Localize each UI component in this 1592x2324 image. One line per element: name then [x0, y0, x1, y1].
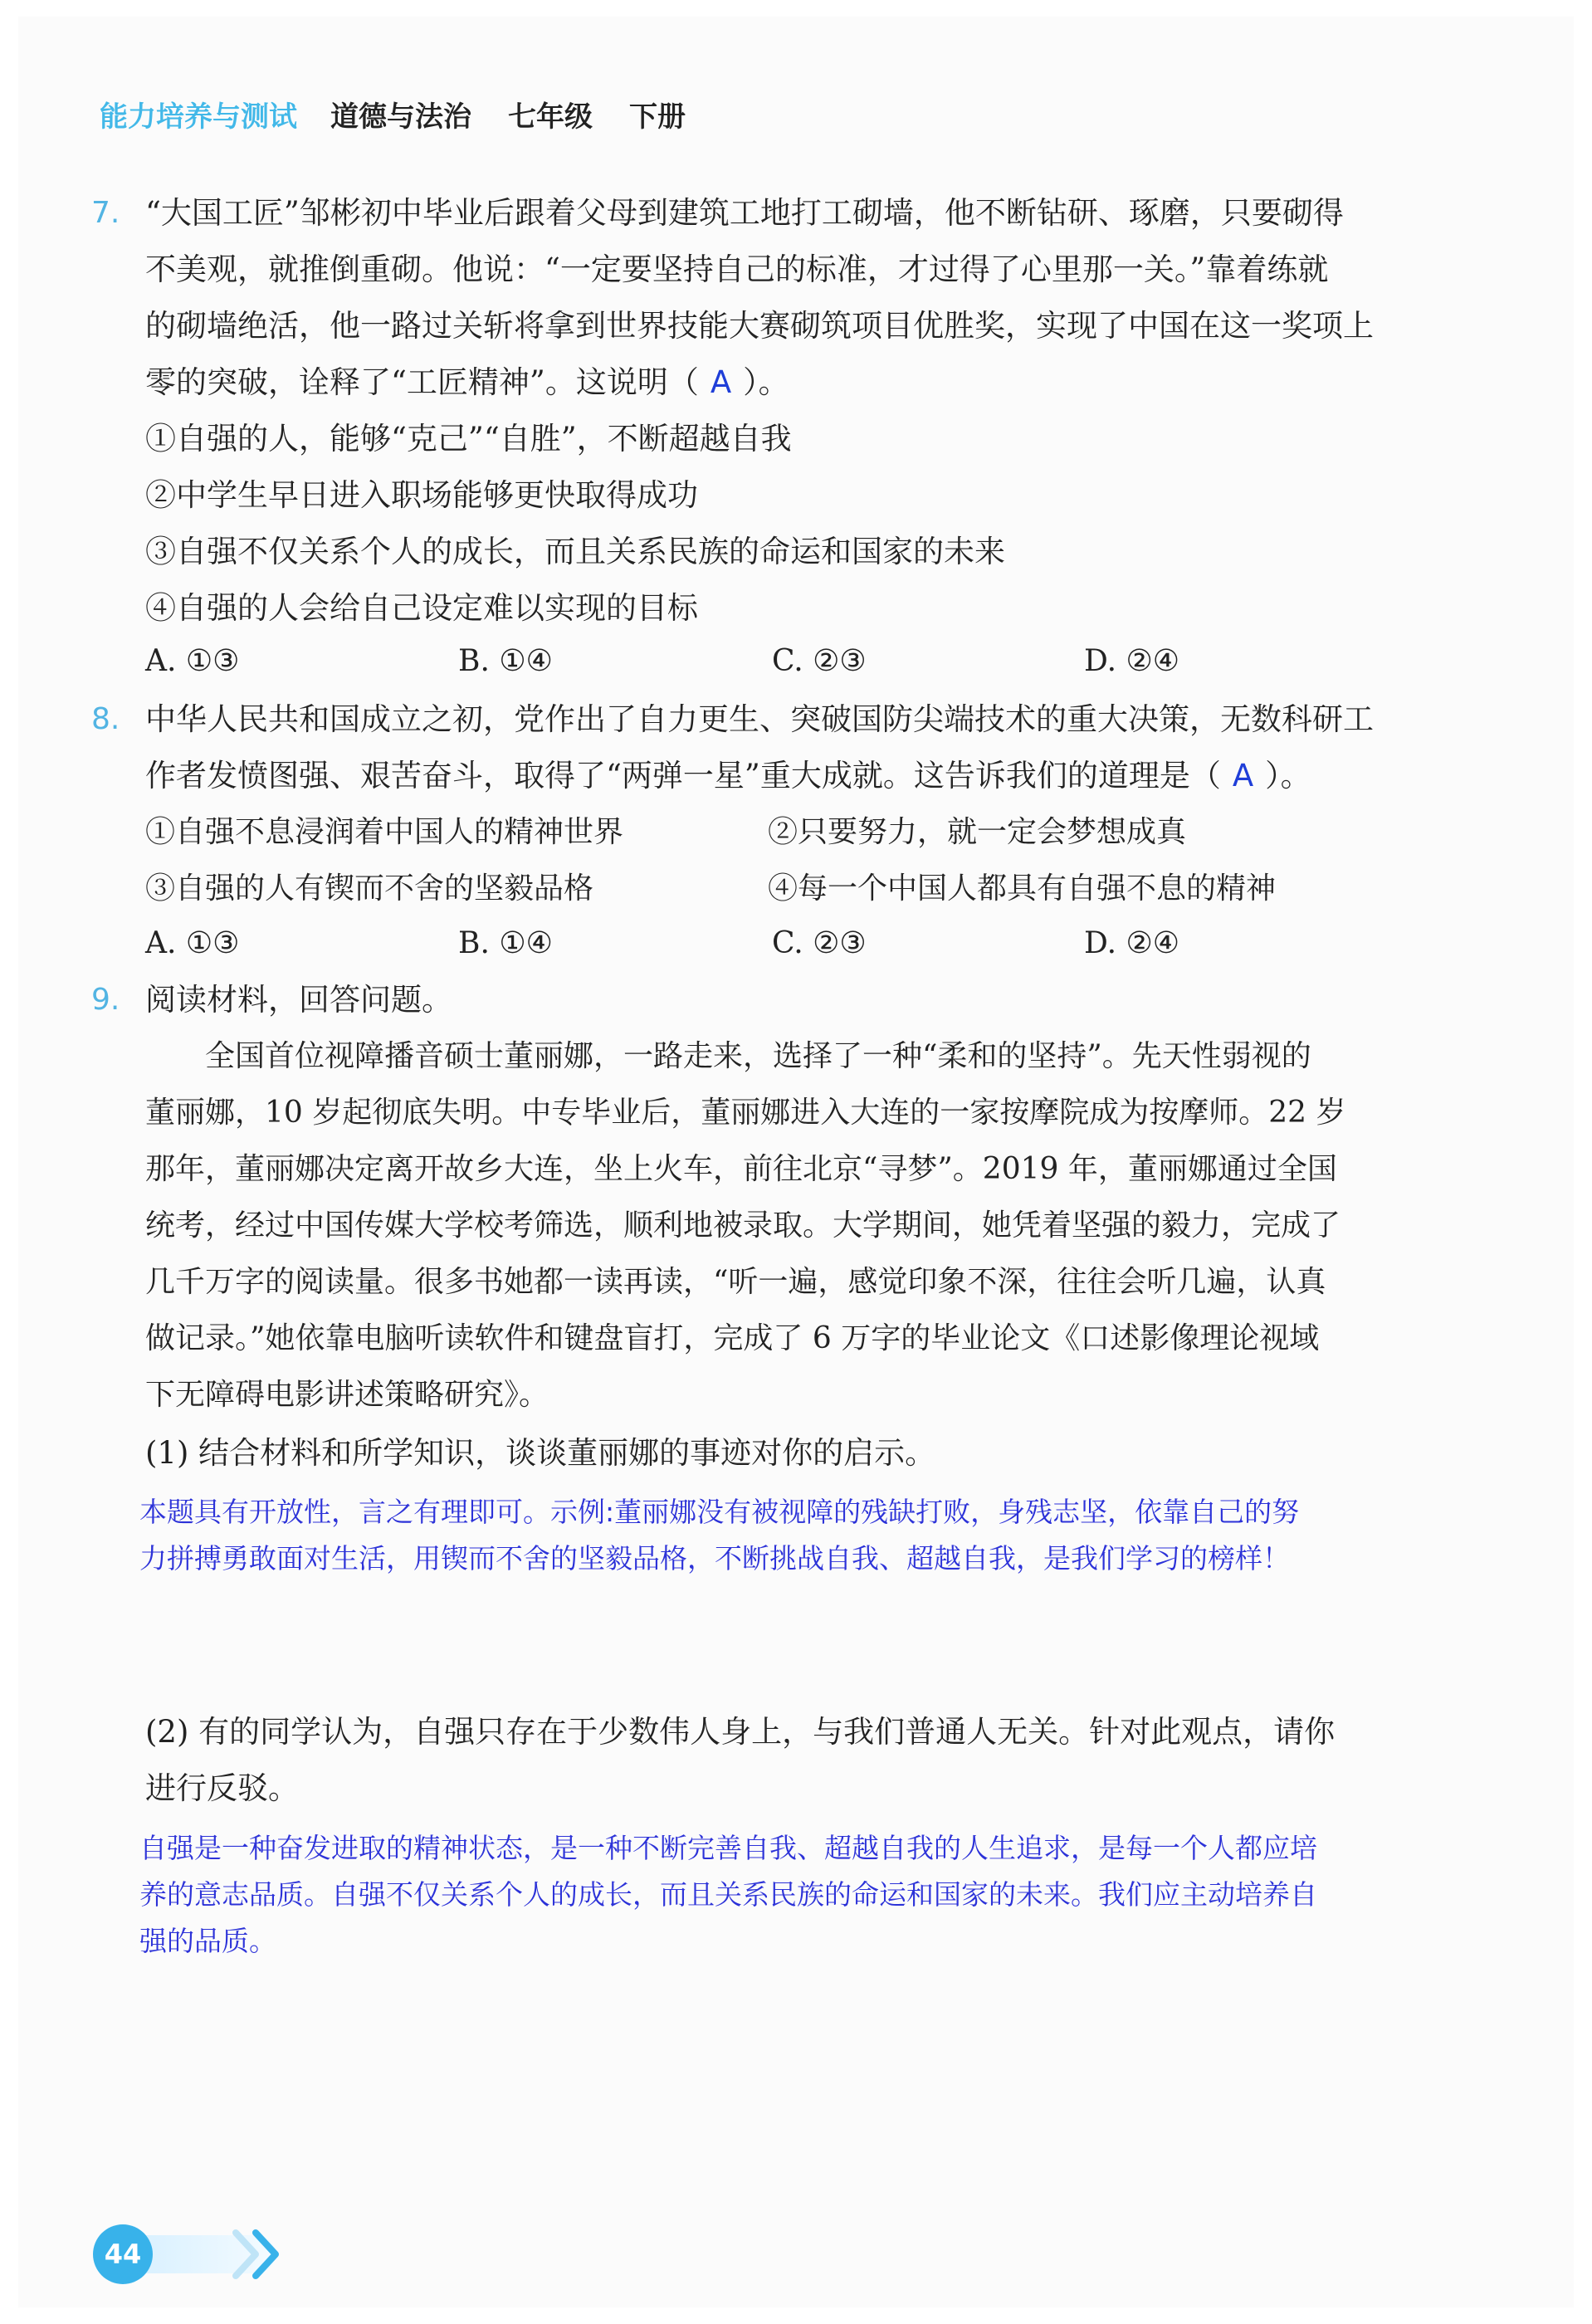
- question-8-line-1: 中华人民共和国成立之初，党作出了自力更生、突破国防尖端技术的重大决策，无数科研工: [145, 701, 1374, 737]
- question-7-stem-close: ）。: [743, 364, 789, 400]
- material-line-1: 全国首位视障播音硕士董丽娜，一路走来，选择了一种“柔和的坚持”。先天性弱视的: [145, 1039, 1311, 1073]
- material-line-3: 那年，董丽娜决定离开故乡大连，坐上火车，前往北京“寻梦”。2019 年，董丽娜通过全国: [145, 1152, 1337, 1186]
- answer-2-line-3: 强的品质。: [139, 1925, 276, 1957]
- question-8-choice-c: C. ②③: [772, 926, 867, 960]
- question-7-choice-a: A. ①③: [145, 644, 240, 678]
- answer-2-line-2: 养的意志品质。自强不仅关系个人的成长，而且关系民族的命运和国家的未来。我们应主动培养自: [139, 1878, 1317, 1911]
- question-7-statement-3: ③自强不仅关系个人的成长，而且关系民族的命运和国家的未来: [145, 534, 1005, 569]
- question-7-stem-end: 零的突破，诠释了“工匠精神”。这说明（: [145, 364, 699, 400]
- answer-1-line-1: 本题具有开放性，言之有理即可。示例:董丽娜没有被视障的残缺打败，身残志坚，依靠自己的努: [139, 1496, 1300, 1528]
- question-8-answer: A: [1232, 758, 1254, 793]
- answer-2-line-1: 自强是一种奋发进取的精神状态，是一种不断完善自我、超越自我的人生追求，是每一个人都应培: [139, 1832, 1317, 1864]
- page-header: [100, 93, 722, 134]
- question-7-choice-b: B. ①④: [458, 644, 553, 678]
- question-7-statement-2: ②中学生早日进入职场能够更快取得成功: [145, 477, 698, 513]
- material-line-7: 下无障碍电影讲述策略研究》。: [145, 1378, 549, 1412]
- grade-label: 七年级: [508, 100, 593, 134]
- page-number: 44: [93, 2224, 153, 2284]
- question-8-choice-d: D. ②④: [1084, 926, 1180, 960]
- material-line-6: 做记录。”她依靠电脑听读软件和键盘盲打，完成了 6 万字的毕业论文《口述影像理论视域: [145, 1321, 1320, 1355]
- subject-title: 道德与法治: [330, 100, 471, 134]
- question-8-statement-1: ①自强不息浸润着中国人的精神世界: [145, 815, 624, 849]
- sub-question-2-line-2: 进行反驳。: [145, 1770, 299, 1806]
- question-7-line-2: 不美观，就推倒重砌。他说：“一定要坚持自己的标准，才过得了心里那一关。”靠着练就: [145, 251, 1329, 287]
- series-title: 能力培养与测试: [100, 100, 297, 134]
- question-8-statement-3: ③自强的人有锲而不舍的坚毅品格: [145, 872, 594, 906]
- question-7-answer: A: [710, 364, 732, 400]
- question-7-statement-1: ①自强的人，能够“克己”“自胜”，不断超越自我: [145, 421, 792, 456]
- volume-label: 下册: [629, 100, 686, 134]
- question-8-stem-close: ）。: [1265, 758, 1311, 793]
- question-7-line-3: 的砌墙绝活，他一路过关斩将拿到世界技能大赛砌筑项目优胜奖，实现了中国在这一奖项上: [145, 308, 1374, 344]
- question-8-statement-2: ②只要努力，就一定会梦想成真: [768, 815, 1187, 849]
- sub-question-2-line-1: (2) 有的同学认为，自强只存在于少数伟人身上，与我们普通人无关。针对此观点，请你: [145, 1714, 1336, 1750]
- material-line-2: 董丽娜，10 岁起彻底失明。中专毕业后，董丽娜进入大连的一家按摩院成为按摩师。22 岁: [145, 1096, 1346, 1130]
- question-9-number: 9.: [91, 983, 120, 1017]
- material-line-4: 统考，经过中国传媒大学校考筛选，顺利地被录取。大学期间，她凭着坚强的毅力，完成了: [145, 1208, 1341, 1243]
- question-9-prompt: 阅读材料，回答问题。: [145, 982, 452, 1018]
- answer-1-line-2: 力拼搏勇敢面对生活，用锲而不舍的坚毅品格，不断挑战自我、超越自我，是我们学习的榜样！: [139, 1542, 1290, 1575]
- question-7-statement-4: ④自强的人会给自己设定难以实现的目标: [145, 590, 698, 626]
- question-8-statement-4: ④每一个中国人都具有自强不息的精神: [768, 872, 1277, 906]
- material-line-5: 几千万字的阅读量。很多书她都一读再读，“听一遍，感觉印象不深，往往会听几遍，认真: [145, 1265, 1326, 1299]
- question-8-line-2: [145, 755, 1311, 797]
- question-7-line-1: “大国工匠”邹彬初中毕业后跟着父母到建筑工地打工砌墙，他不断钻研、琢磨，只要砌得: [145, 195, 1344, 231]
- question-7-line-4: [145, 362, 789, 403]
- chevron-right-icon: [252, 2229, 282, 2279]
- question-8-choice-a: A. ①③: [145, 926, 240, 960]
- sub-question-1: (1) 结合材料和所学知识，谈谈董丽娜的事迹对你的启示。: [145, 1435, 936, 1471]
- question-8-choice-b: B. ①④: [458, 926, 553, 960]
- question-7-choice-c: C. ②③: [772, 644, 867, 678]
- page-number-badge: [93, 2221, 292, 2287]
- question-7-choice-d: D. ②④: [1084, 644, 1180, 678]
- question-8-stem-end: 作者发愤图强、艰苦奋斗，取得了“两弹一星”重大成就。这告诉我们的道理是（: [145, 758, 1221, 793]
- question-8-number: 8.: [91, 702, 120, 736]
- question-7-number: 7.: [91, 196, 120, 230]
